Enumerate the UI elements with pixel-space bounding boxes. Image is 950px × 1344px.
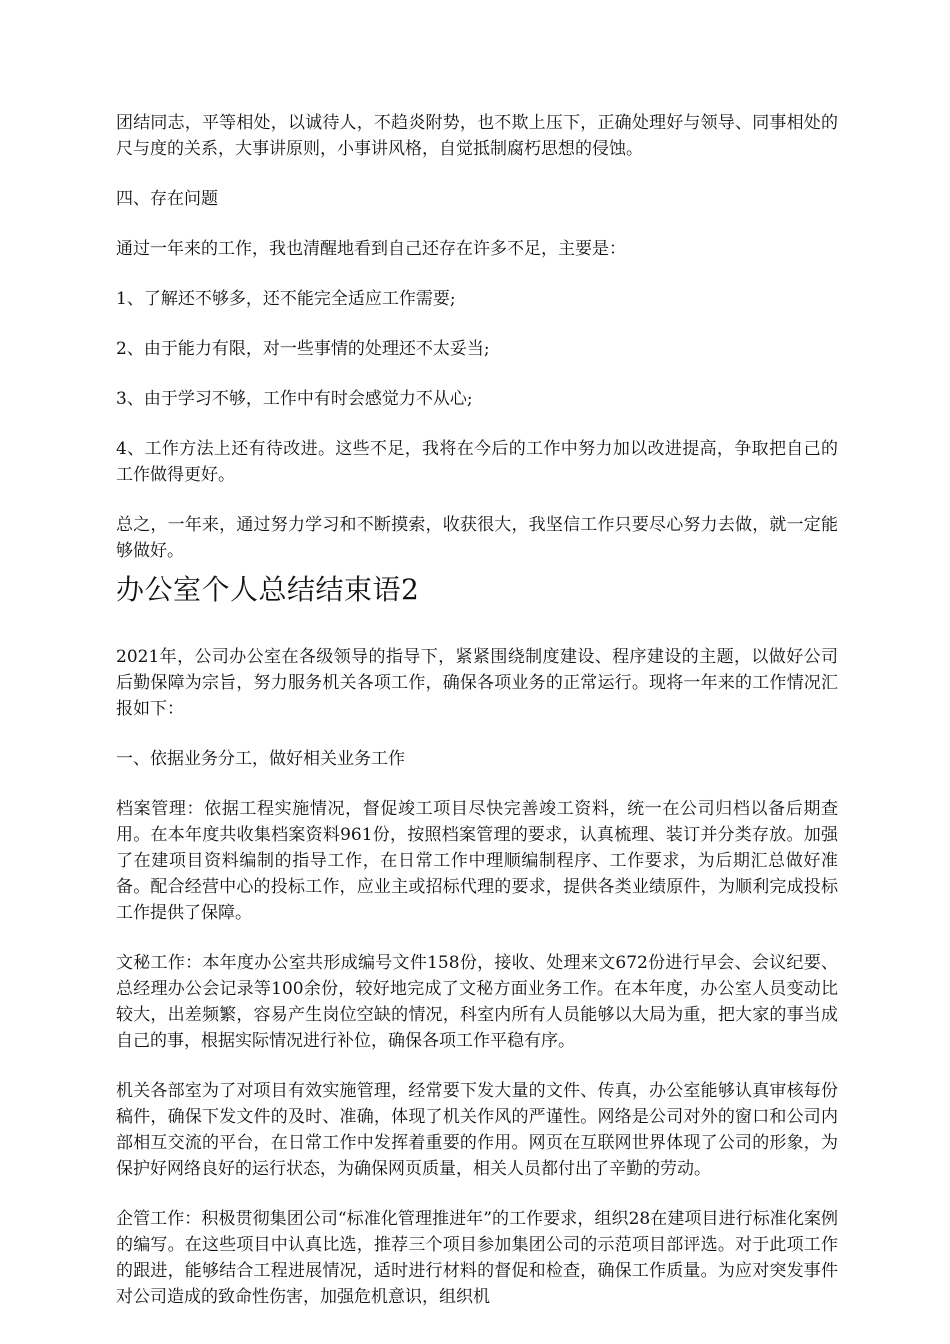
list-item-1: 1、了解还不够多，还不能完全适应工作需要; (116, 289, 456, 309)
section-heading-business: 一、依据业务分工，做好相关业务工作 (116, 749, 405, 769)
paragraph-conclusion: 总之，一年来，通过努力学习和不断摸索，收获很大，我坚信工作只要尽心努力去做，就一定能够做好。 (116, 515, 838, 561)
section-title: 办公室个人总结结束语2 (116, 573, 420, 606)
list-item-2: 2、由于能力有限，对一些事情的处理还不太妥当; (116, 339, 490, 359)
list-item-4: 4、工作方法上还有待改进。这些不足，我将在今后的工作中努力加以改进提高，争取把自己的工作做得更好。 (116, 439, 838, 485)
paragraph-secretarial: 文秘工作：本年度办公室共形成编号文件158份，接收、处理来文672份进行早会、会议纪要、总经理办公会记录等100余份，较好地完成了文秘方面业务工作。在本年度，办公室人员变动比较大，出差频繁，容易产生岗位空缺的情况，科室内所有人员能够以大局为重，把大家的事当成自己的事，根据实际情况进行补位，确保各项工作平稳有序。 (116, 953, 838, 1051)
paragraph-intro-2021: 2021年，公司办公室在各级领导的指导下，紧紧围绕制度建设、程序建设的主题，以做好公司后勤保障为宗旨，努力服务机关各项工作，确保各项业务的正常运行。现将一年来的工作情况汇报如下： (116, 647, 838, 719)
document-page (116, 110, 838, 1310)
paragraph-departments: 机关各部室为了对项目有效实施管理，经常要下发大量的文件、传真，办公室能够认真审核每份稿件，确保下发文件的及时、准确，体现了机关作风的严谨性。网络是公司对外的窗口和公司内部相互交流的平台，在日常工作中发挥着重要的作用。网页在互联网世界体现了公司的形象，为保护好网络良好的运行状态，为确保网页质量，相关人员都付出了辛勤的劳动。 (116, 1081, 838, 1179)
paragraph-archives: 档案管理：依据工程实施情况，督促竣工项目尽快完善竣工资料，统一在公司归档以备后期查用。在本年度共收集档案资料961份，按照档案管理的要求，认真梳理、装订并分类存放。加强了在建项目资料编制的指导工作，在日常工作中理顺编制程序、工作要求，为后期汇总做好准备。配合经营中心的投标工作，应业主或招标代理的要求，提供各类业绩原件，为顺利完成投标工作提供了保障。 (116, 799, 838, 923)
paragraph-management: 企管工作：积极贯彻集团公司“标准化管理推进年”的工作要求，组织28在建项目进行标准化案例的编写。在这些项目中认真比选，推荐三个项目参加集团公司的示范项目部评选。对于此项工作的跟进，能够结合工程进展情况，适时进行材料的督促和检查，确保工作质量。为应对突发事件对公司造成的致命性伤害，加强危机意识，组织机 (116, 1209, 838, 1307)
section-heading-problems: 四、存在问题 (116, 189, 218, 209)
paragraph-colleagues: 团结同志，平等相处，以诚待人，不趋炎附势，也不欺上压下，正确处理好与领导、同事相处的尺与度的关系，大事讲原则，小事讲风格，自觉抵制腐朽思想的侵蚀。 (116, 113, 838, 159)
paragraph-shortcomings-intro: 通过一年来的工作，我也清醒地看到自己还存在许多不足，主要是： (116, 239, 626, 259)
list-item-3: 3、由于学习不够，工作中有时会感觉力不从心; (116, 389, 473, 409)
